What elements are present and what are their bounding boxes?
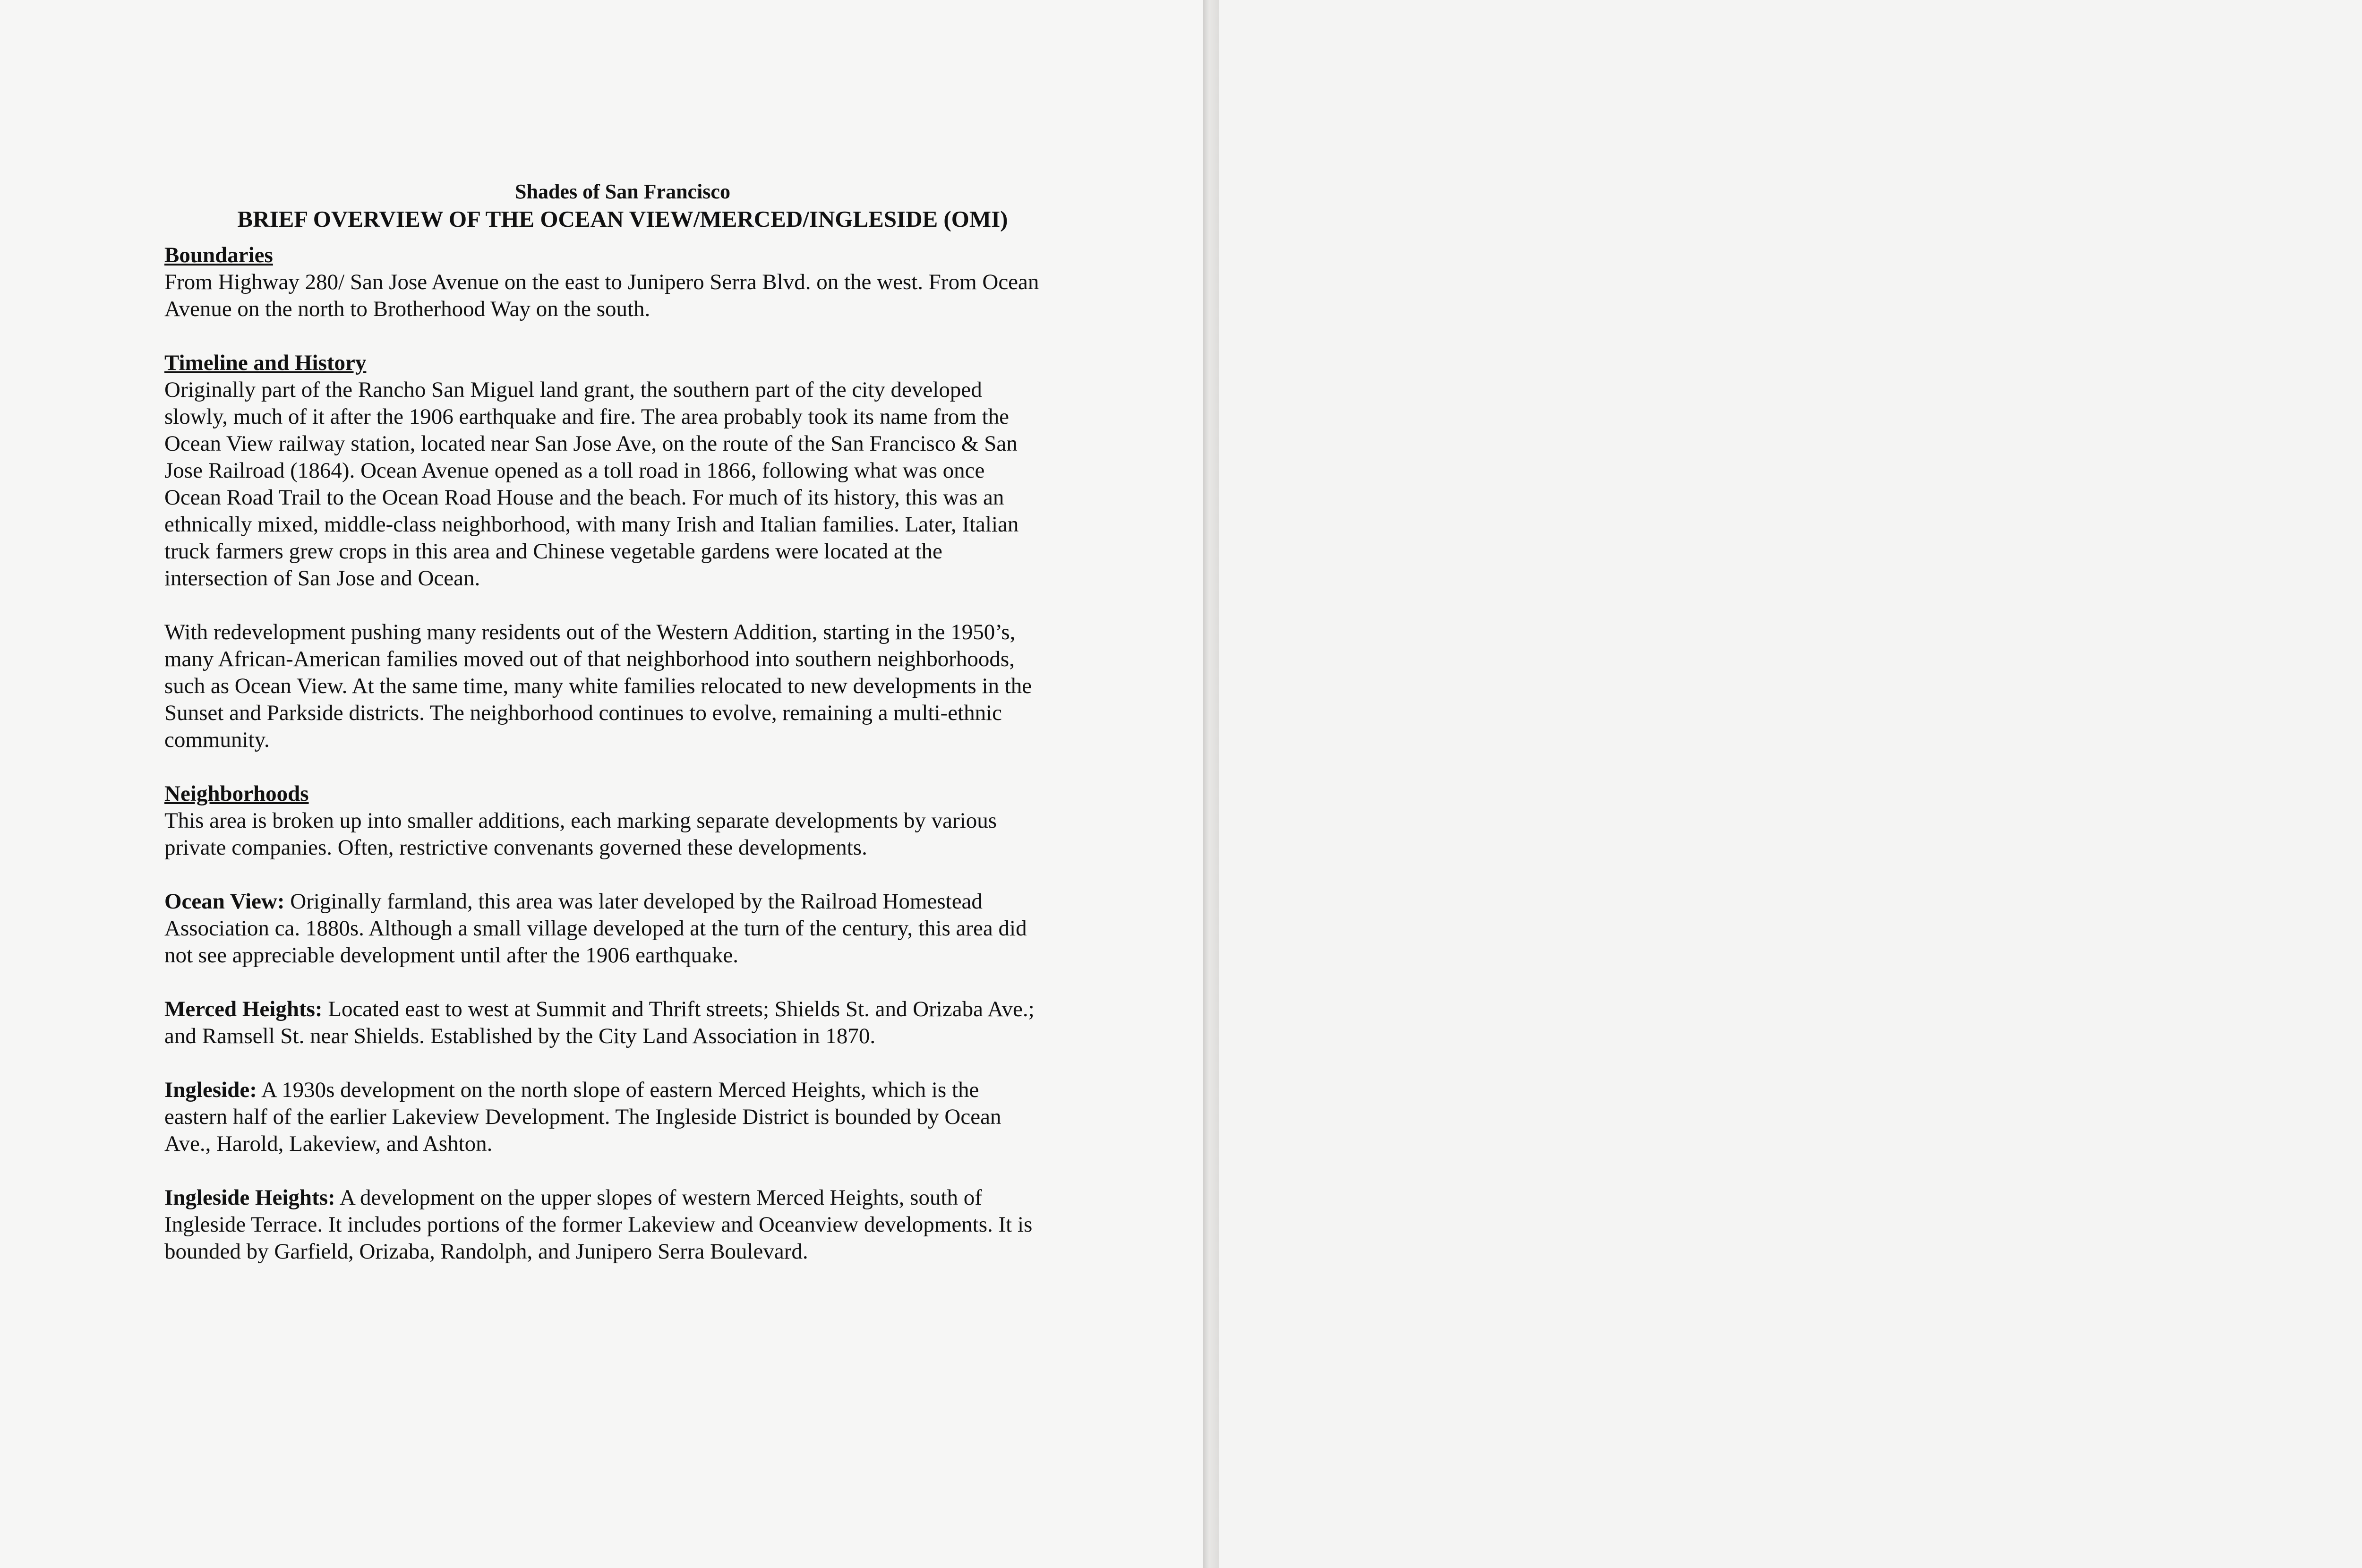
neighborhood-name: Ocean View: [164, 889, 285, 914]
timeline-section [164, 350, 1043, 754]
neighborhoods-heading: Neighborhoods [164, 781, 309, 806]
neighborhood-entry [164, 996, 1043, 1050]
boundaries-text: From Highway 280/ San Jose Avenue on the east to Junipero Serra Blvd. on the west. From Ocean Avenue on the north to Brotherhood Way on the south. [164, 270, 1039, 321]
timeline-heading: Timeline and History [164, 351, 367, 375]
neighborhood-entry [164, 888, 1043, 969]
boundaries-section [164, 242, 1043, 323]
neighborhood-description: A 1930s development on the north slope of eastern Merced Heights, which is the eastern half of the earlier Lakeview Development. The Ingleside District is bounded by Ocean Ave., Harold, Lakeview, and Ashton. [164, 1078, 1001, 1156]
timeline-paragraph: With redevelopment pushing many residents out of the Western Addition, starting in the 1950’s, many African-American families moved out of that neighborhood into southern neighborhoods, such as Ocean View. At the same time, many white families relocated to new developments in the Sunset and Parkside districts. The neighborhood continues to evolve, remaining a multi-ethnic community. [164, 620, 1032, 752]
neighborhood-name: Ingleside Heights: [164, 1185, 335, 1210]
neighborhoods-intro: This area is broken up into smaller additions, each marking separate developments by various private companies. Often, restrictive convenants governed these developments. [164, 808, 997, 860]
neighborhood-description: A development on the upper slopes of western Merced Heights, south of Ingleside Terrace. It includes portions of the former Lakeview and Oceanview developments. It is bounded by Garfield, Orizaba, Randolph, and Junipero Serra Boulevard. [164, 1185, 1033, 1264]
neighborhood-description: Located east to west at Summit and Thrift streets; Shields St. and Orizaba Ave.; and Ramsell St. near Shields. Established by the City Land Association in 1870. [164, 997, 1035, 1048]
page-gutter [1203, 0, 1219, 1568]
neighborhood-name: Merced Heights: [164, 997, 323, 1021]
timeline-paragraph: Originally part of the Rancho San Miguel land grant, the southern part of the city developed slowly, much of it after the 1906 earthquake and fire. The area probably took its name from the Ocean View railway station, located near San Jose Ave, on the route of the San Francisco & San Jose Railroad (1864). Ocean Avenue opened as a toll road in 1866, following what was once Ocean Road Trail to the Ocean Road House and the beach. For much of its history, this was an ethnically mixed, middle-class neighborhood, with many Irish and Italian families. Later, Italian truck farmers grew crops in this area and Chinese vegetable gardens were located at the intersection of San Jose and Ocean. [164, 377, 1019, 591]
neighborhood-name: Ingleside: [164, 1078, 257, 1102]
neighborhoods-section [164, 780, 1043, 1265]
document-title: BRIEF OVERVIEW OF THE OCEAN VIEW/MERCED/INGLESIDE (OMI) [237, 206, 1008, 232]
document-subtitle: Shades of San Francisco [515, 180, 730, 203]
neighborhood-entry [164, 1077, 1043, 1157]
boundaries-heading: Boundaries [164, 243, 273, 267]
right-page [1219, 0, 2362, 1568]
neighborhood-entry [164, 1184, 1043, 1265]
neighborhood-description: Originally farmland, this area was later developed by the Railroad Homestead Association ca. 1880s. Although a small village developed at the turn of the century, this area did not see appreciable development until after the 1906 earthquake. [164, 889, 1027, 968]
left-page-column [164, 179, 1043, 1265]
document-header [179, 179, 1067, 233]
